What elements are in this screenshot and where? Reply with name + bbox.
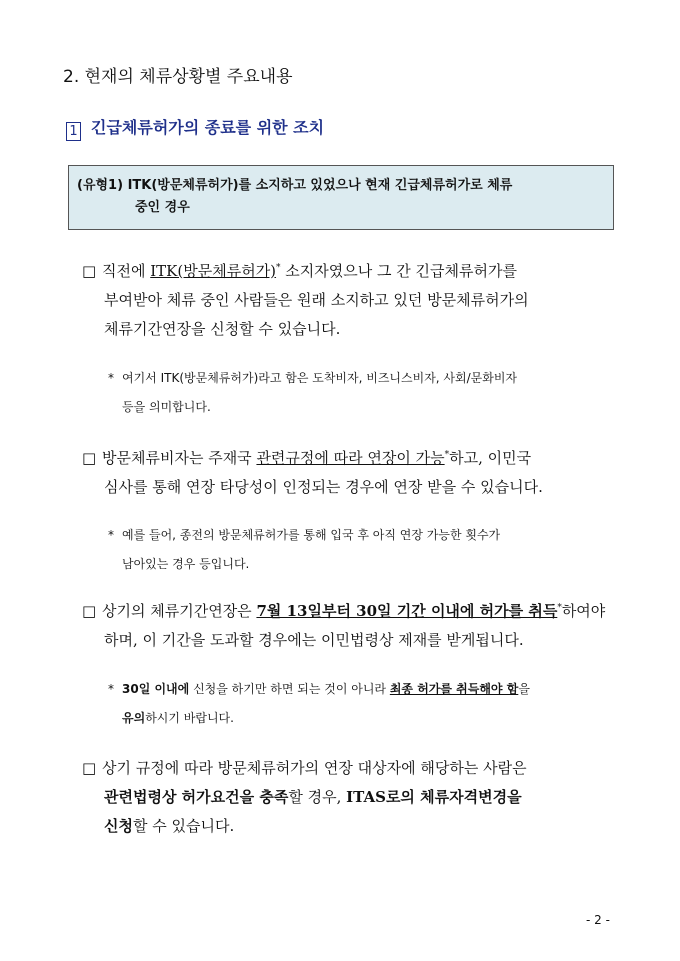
note-3-line-2-bold: 유의	[122, 711, 146, 725]
note-3-text-bold: 30일 이내에	[122, 682, 190, 696]
note-3-line-2-text: 하시기 바랍니다.	[145, 711, 234, 725]
asterisk-icon: *	[108, 371, 114, 385]
item-4	[82, 754, 617, 841]
item-4-line-1: 상기 규정에 따라 방문체류허가의 연장 대상자에 해당하는 사람은	[102, 759, 527, 777]
note-1	[108, 364, 616, 422]
note-3	[108, 675, 616, 733]
note-3-line-2	[108, 704, 616, 733]
item-3-text-b: 하여야	[561, 602, 606, 620]
case-box-line-1: (유형1) ITK(방문체류허가)를 소지하고 있었으나 현재 긴급체류허가로 체류	[77, 178, 513, 193]
item-1-line-2: 부여받아 체류 중인 사람들은 원래 소지하고 있던 방문체류허가의	[104, 291, 529, 309]
note-1-line-1: 여기서 ITK(방문체류허가)라고 함은 도착비자, 비즈니스비자, 사회/문화비자	[122, 371, 518, 385]
item-4-line-2	[82, 783, 617, 812]
item-4-line-2-bold-b: ITAS로의 체류자격변경을	[346, 788, 522, 806]
item-2-line-2: 심사를 통해 연장 타당성이 인정되는 경우에 연장 받을 수 있습니다.	[104, 478, 543, 496]
item-2-text-a: 방문체류비자는 주재국	[102, 449, 257, 467]
note-2	[108, 521, 616, 579]
item-3	[82, 597, 617, 655]
section-number-box: 1	[66, 122, 81, 141]
item-1-text-b: 소지자였으나 그 간 긴급체류허가를	[280, 262, 517, 280]
note-3-text-a: 신청을 하기만 하면 되는 것이 아니라	[189, 682, 390, 696]
section-title-text: 긴급체류허가의 종료를 위한 조치	[91, 118, 325, 137]
note-1-line-2: 등을 의미합니다.	[122, 400, 211, 414]
note-2-line-2: 남아있는 경우 등입니다.	[122, 557, 250, 571]
note-2-line-1: 예를 들어, 종전의 방문체류허가를 통해 입국 후 아직 연장 가능한 횟수가	[122, 528, 501, 542]
item-3-text-underlined: 7월 13일부터 30일 기간 이내에 허가를 취득	[256, 602, 558, 620]
section-title	[66, 115, 324, 141]
item-1-text-a: 직전에	[102, 262, 151, 280]
checkbox-bullet-icon: □	[82, 759, 97, 777]
note-3-text-underlined: 최종 허가를 취득해야 함	[389, 682, 519, 696]
item-1	[82, 257, 617, 344]
page-heading: 2. 현재의 체류상황별 주요내용	[63, 67, 293, 87]
item-4-line-2-bold-a: 관련법령상 허가요건을 충족	[104, 788, 289, 806]
item-4-line-3	[82, 812, 617, 841]
item-2-text-underlined: 관련규정에 따라 연장이 가능	[256, 449, 445, 467]
item-1-line-3: 체류기간연장을 신청할 수 있습니다.	[104, 320, 341, 338]
item-3-text-a: 상기의 체류기간연장은	[102, 602, 257, 620]
item-4-line-2-text: 할 경우,	[288, 788, 347, 806]
page-number: - 2 -	[586, 913, 610, 927]
item-2-text-b: 하고, 이민국	[449, 449, 532, 467]
item-2	[82, 444, 617, 502]
case-box-line-2: 중인 경우	[135, 200, 190, 215]
footnote-marker: *	[557, 603, 562, 613]
item-4-line-3-text: 할 수 있습니다.	[132, 817, 235, 835]
asterisk-icon: *	[108, 682, 114, 696]
checkbox-bullet-icon: □	[82, 262, 97, 280]
footnote-marker: *	[444, 450, 450, 460]
asterisk-icon: *	[108, 528, 114, 542]
footnote-marker: *	[276, 263, 281, 273]
case-box	[68, 165, 614, 230]
item-4-line-3-bold: 신청	[104, 817, 133, 835]
checkbox-bullet-icon: □	[82, 449, 97, 467]
note-3-text-b: 을	[518, 682, 530, 696]
item-3-line-2: 하며, 이 기간을 도과할 경우에는 이민법령상 제재를 받게됩니다.	[104, 631, 524, 649]
item-1-text-underlined: ITK(방문체류허가)	[150, 262, 277, 280]
checkbox-bullet-icon: □	[82, 602, 97, 620]
